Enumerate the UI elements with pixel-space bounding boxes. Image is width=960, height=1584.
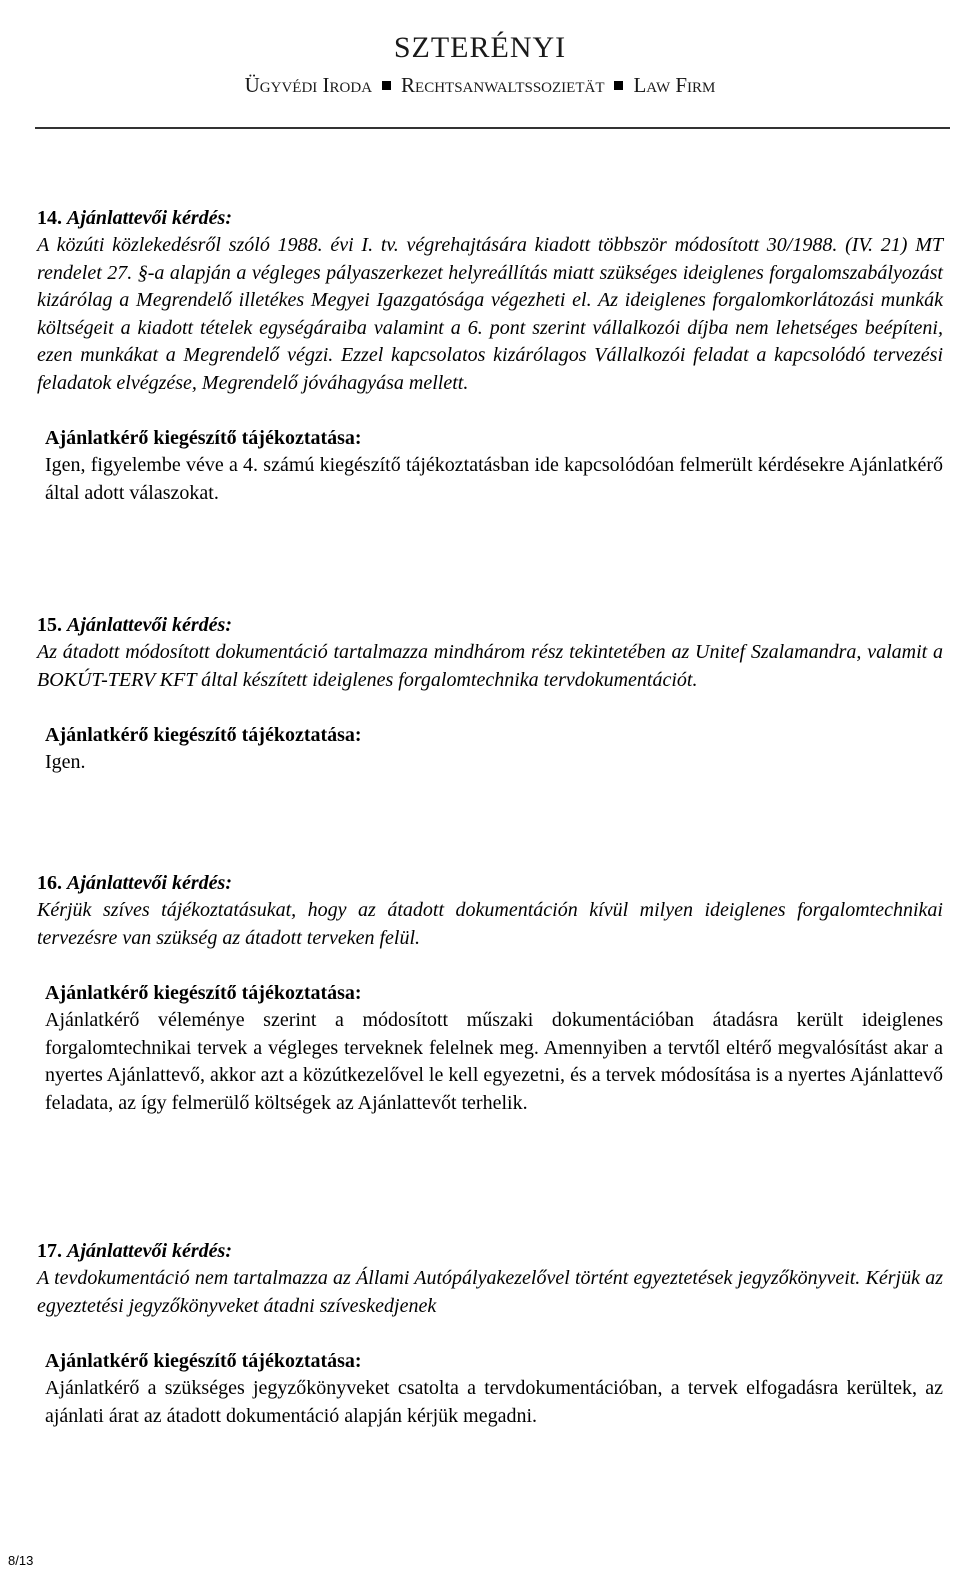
question-label: Ajánlattevői kérdés:	[67, 614, 232, 636]
answer-label: Ajánlatkérő kiegészítő tájékoztatása:	[45, 982, 362, 1004]
firm-subtitle	[0, 72, 960, 98]
answer-text: Ajánlatkérő véleménye szerint a módosított műszaki dokumentációban átadásra került ideiglenes forgalomtechnikai tervek a végleges terveknek felelnek meg. Amennyiben a tervtől eltérő megvalósítást akar a nyertes Ajánlattevő, akkor azt a közútkezelővel le kell egyezetni, és a tervek módosítása is a nyertes Ajánlattevő feladata, az így felmerülő költségek az Ajánlattevőt terhelik.	[45, 1009, 943, 1114]
answer-block	[45, 980, 943, 1117]
question-heading	[37, 612, 943, 639]
qa-item-15	[37, 612, 943, 777]
qa-item-16	[37, 870, 943, 1117]
letterhead-divider	[35, 127, 950, 129]
answer-text: Igen, figyelembe véve a 4. számú kiegészítő tájékoztatásban ide kapcsolódóan felmerült kérdésekre Ajánlatkérő által adott válaszokat.	[45, 454, 943, 504]
answer-label: Ajánlatkérő kiegészítő tájékoztatása:	[45, 724, 362, 746]
question-number: 15.	[37, 614, 62, 636]
square-bullet-icon	[614, 81, 623, 90]
question-number: 16.	[37, 872, 62, 894]
question-text: A közúti közlekedésről szóló 1988. évi I. tv. végrehajtására kiadott többször módosított 30/1988. (IV. 21) MT rendelet 27. §-a alapján a végleges pályaszerkezet helyreállítás miatt szükséges ideiglenes forgalomszabályozást kizárólag a Megrendelő illetékes Megyei Igazgatósága végezheti el. Az ideiglenes forgalomkorlátozási munkák költségeit a kiadott tételek egységáraiba valamint a 6. pont szerint vállalkozói díjba nem lehetséges beépíteni, ezen munkákat a Megrendelő végzi. Ezzel kapcsolatos kizárólagos Vállalkozói feladat a kapcsolódó tervezési feladatok elvégzése, Megrendelő jóváhagyása mellett.	[37, 234, 943, 394]
qa-item-17	[37, 1238, 943, 1430]
question-label: Ajánlattevői kérdés:	[67, 207, 232, 229]
answer-label: Ajánlatkérő kiegészítő tájékoztatása:	[45, 427, 362, 449]
question-heading	[37, 1238, 943, 1265]
question-heading	[37, 870, 943, 897]
firm-subtitle-de: Rechtsanwaltssozietät	[401, 73, 605, 97]
question-heading	[37, 205, 943, 232]
firm-subtitle-hu: Ügyvédi Iroda	[244, 73, 373, 97]
question-number: 14.	[37, 207, 62, 229]
question-text: Kérjük szíves tájékoztatásukat, hogy az átadott dokumentáción kívül milyen ideiglenes forgalomtechnikai tervezésre van szükség az átadott terveken felül.	[37, 899, 943, 949]
letterhead	[0, 30, 960, 98]
question-number: 17.	[37, 1240, 62, 1262]
answer-text: Ajánlatkérő a szükséges jegyzőkönyveket csatolta a tervdokumentációban, a tervek elfogadásra kerültek, az ajánlati árat az átadott dokumentáció alapján kérjük megadni.	[45, 1377, 943, 1427]
firm-name: SZTERÉNYI	[393, 31, 567, 64]
answer-block	[45, 1348, 943, 1430]
answer-block	[45, 425, 943, 507]
firm-subtitle-en: Law Firm	[633, 73, 716, 97]
question-text: Az átadott módosított dokumentáció tartalmazza mindhárom rész tekintetében az Unitef Szalamandra, valamit a BOKÚT-TERV KFT által készített ideiglenes forgalomtechnika tervdokumentációt.	[37, 641, 943, 691]
answer-block	[45, 722, 943, 777]
question-label: Ajánlattevői kérdés:	[67, 1240, 232, 1262]
qa-item-14	[37, 205, 943, 507]
answer-label: Ajánlatkérő kiegészítő tájékoztatása:	[45, 1350, 362, 1372]
answer-text: Igen.	[45, 751, 86, 773]
square-bullet-icon	[382, 81, 391, 90]
page-number: 8/13	[8, 1553, 34, 1568]
question-text: A tevdokumentáció nem tartalmazza az Állami Autópályakezelővel történt egyeztetések jegyzőkönyveit. Kérjük az egyeztetési jegyzőkönyveket átadni szíveskedjenek	[37, 1267, 943, 1317]
question-label: Ajánlattevői kérdés:	[67, 872, 232, 894]
